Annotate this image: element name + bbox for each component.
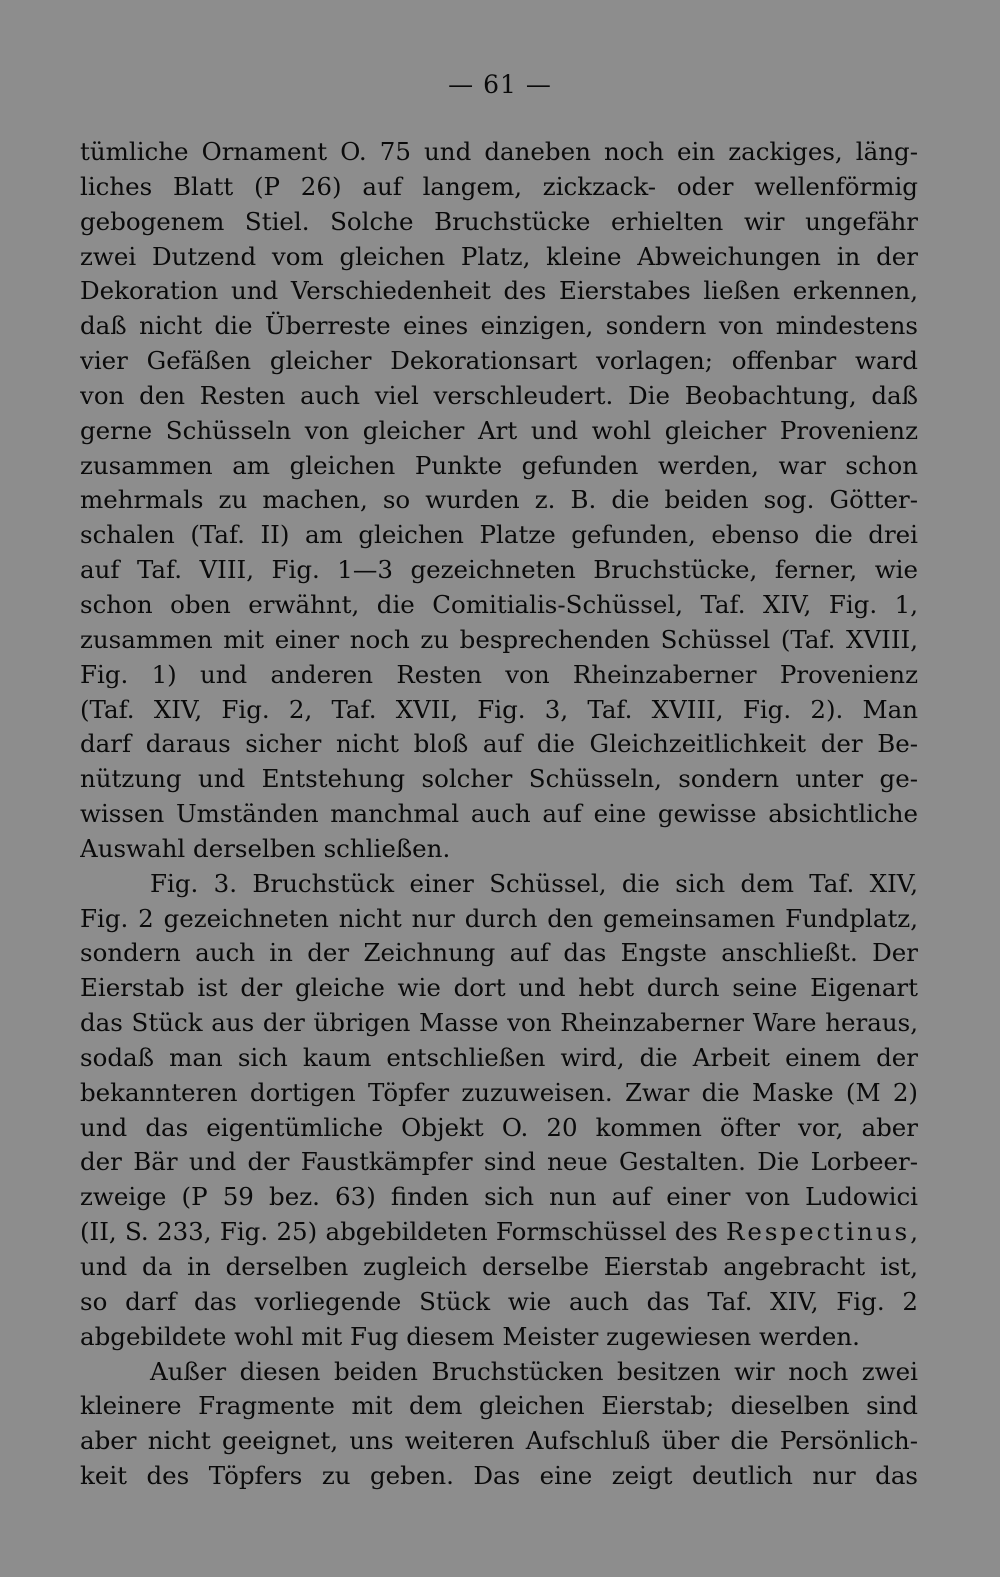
text-line: bekannteren dortigen Töpfer zuzuweisen. Zwar die Maske (M 2) [80,1077,918,1107]
text-line: schalen (Taf. II) am gleichen Platze gefunden, ebenso die drei [80,520,918,550]
text-line: wissen Umständen manchmal auch auf eine gewisse absichtliche [80,799,918,829]
text-line-paragraph-start: Fig. 3. Bruchstück einer Schüssel, die sich dem Taf. XIV, [150,868,918,898]
text-line-paragraph-end: Auswahl derselben schließen. [80,833,451,863]
text-line: und da in derselben zugleich derselbe Eierstab angebracht ist, [80,1252,918,1281]
text-line: gebogenem Stiel. Solche Bruchstücke erhielten wir ungefähr [80,206,918,236]
text-line: sondern auch in der Zeichnung auf das Engste anschließt. Der [80,938,918,968]
text-line: Dekoration und Verschiedenheit des Eierstabes ließen erkennen, [80,276,918,306]
text-line: darf daraus sicher nicht bloß auf die Gleichzeitlichkeit der Be- [80,729,918,759]
line-text: (II, S. 233, Fig. 25) abgebildeten Formschüssel des [80,1217,726,1247]
text-line: und das eigentümliche Objekt O. 20 kommen öfter vor, aber [80,1112,918,1142]
text-line: das Stück aus der übrigen Masse von Rheinzaberner Ware heraus, [80,1008,918,1038]
text-line: tümliche Ornament O. 75 und daneben noch ein zackiges, läng- [80,137,918,166]
text-line: von den Resten auch viel verschleudert. Die Beobachtung, daß [80,380,918,410]
text-line: schon oben erwähnt, die Comitialis-Schüssel, Taf. XIV, Fig. 1, [80,589,918,619]
text-line: zusammen mit einer noch zu besprechenden Schüssel (Taf. XVIII, [80,624,918,654]
text-line-with-spaced-name [80,1215,918,1250]
text-line-paragraph-end: abgebildete wohl mit Fug diesem Meister zugewiesen werden. [80,1321,860,1351]
text-line: mehrmals zu machen, so wurden z. B. die beiden sog. Götter- [80,485,918,515]
text-line: (Taf. XIV, Fig. 2, Taf. XVII, Fig. 3, Taf. XVIII, Fig. 2). Man [80,694,918,724]
body-text [80,135,918,1494]
text-line-paragraph-start: Außer diesen beiden Bruchstücken besitzen wir noch zwei [150,1356,918,1386]
line-text-after: , [910,1217,918,1247]
text-line: sodaß man sich kaum entschließen wird, die Arbeit einem der [80,1042,918,1072]
text-line: kleinere Fragmente mit dem gleichen Eierstab; dieselben sind [80,1391,918,1421]
text-line: vier Gefäßen gleicher Dekorationsart vorlagen; offenbar ward [80,346,918,376]
spaced-name: Respectinus [725,1217,911,1247]
text-line: auf Taf. VIII, Fig. 1—3 gezeichneten Bruchstücke, ferner, wie [80,555,918,585]
text-line: Fig. 2 gezeichneten nicht nur durch den gemeinsamen Fundplatz, [80,903,918,933]
text-line: keit des Töpfers zu geben. Das eine zeigt deutlich nur das [80,1461,918,1491]
text-line: nützung und Entstehung solcher Schüsseln, sondern unter ge- [80,764,918,794]
text-line: Fig. 1) und anderen Resten von Rheinzaberner Provenienz [80,659,918,689]
text-line: gerne Schüsseln von gleicher Art und wohl gleicher Provenienz [80,415,918,445]
text-line: zwei Dutzend vom gleichen Platz, kleine Abweichungen in der [80,241,918,271]
text-line: daß nicht die Überreste eines einzigen, sondern von mindestens [80,311,918,341]
text-line: zweige (P 59 bez. 63) finden sich nun auf einer von Ludowici [80,1182,918,1212]
page-number: — 61 — [448,70,552,99]
text-line: liches Blatt (P 26) auf langem, zickzack- oder wellenförmig [80,171,918,201]
text-line: aber nicht geeignet, uns weiteren Aufschluß über die Persönlich- [80,1426,918,1456]
text-line: der Bär und der Faustkämpfer sind neue Gestalten. Die Lorbeer- [80,1147,918,1177]
text-line: Eierstab ist der gleiche wie dort und hebt durch seine Eigenart [80,973,918,1003]
text-line: zusammen am gleichen Punkte gefunden werden, war schon [80,450,918,480]
text-line: so darf das vorliegende Stück wie auch das Taf. XIV, Fig. 2 [80,1286,918,1316]
